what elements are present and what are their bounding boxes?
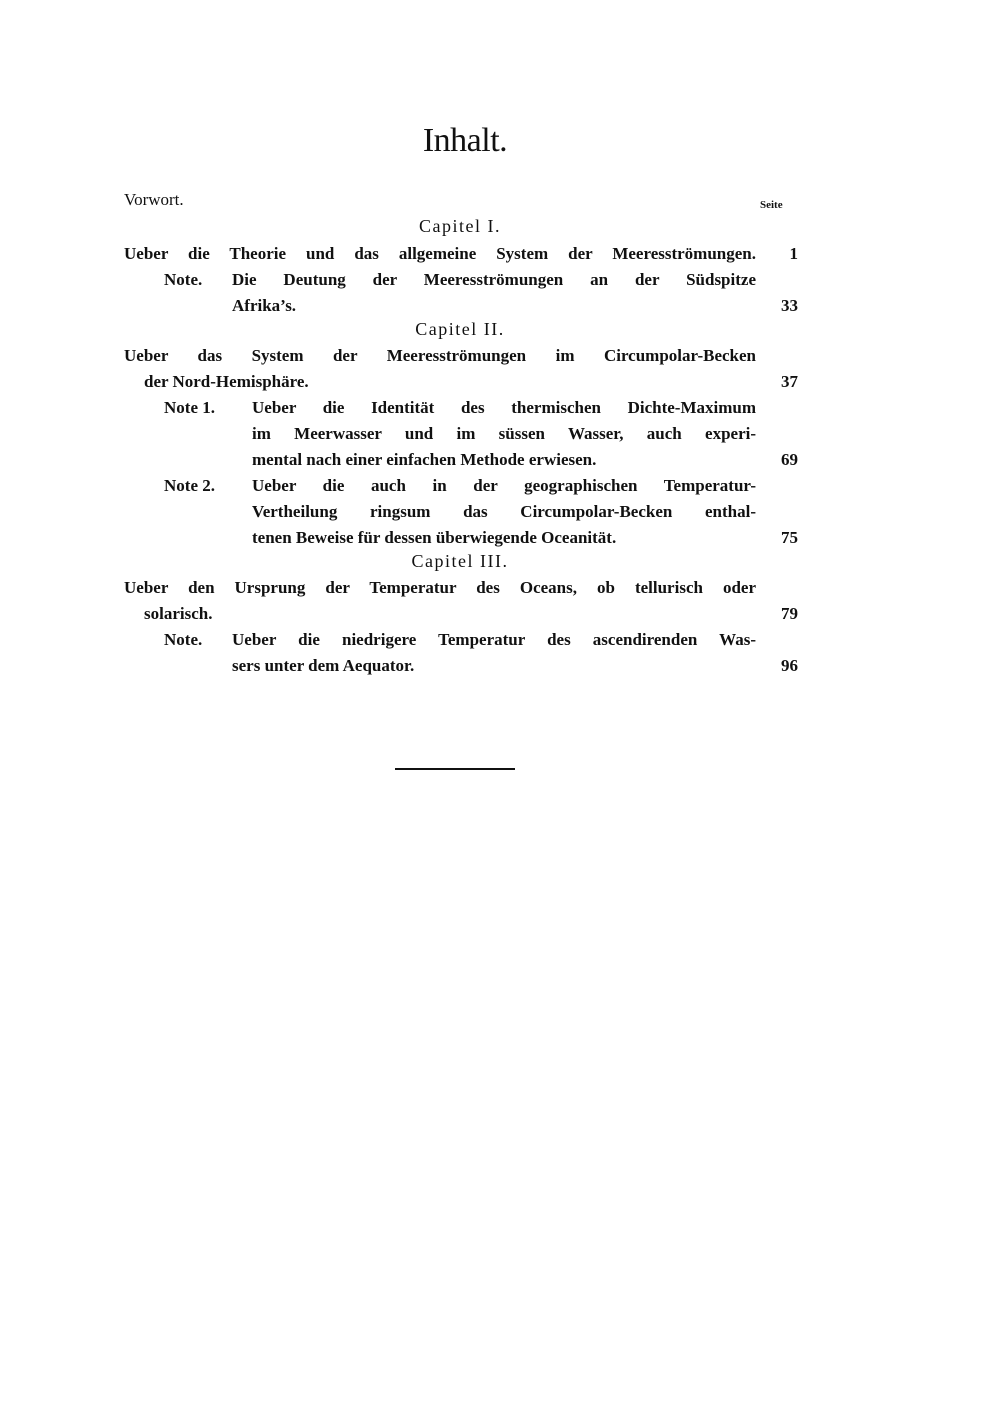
note-label: Note.: [164, 630, 203, 649]
page-number: 96: [781, 656, 798, 675]
page-number: 33: [781, 296, 798, 315]
note-line: im Meerwasser und im süssen Wasser, auch experi-: [252, 424, 756, 443]
page-title: Inhalt.: [422, 122, 508, 159]
page-number: 37: [781, 372, 798, 391]
note-label: Note.: [164, 270, 203, 289]
section-end-rule: [395, 768, 515, 770]
toc-entry-line: Ueber die Theorie und das allgemeine System der Meeresströmungen.: [124, 244, 756, 263]
note-label: Note 1.: [164, 398, 215, 417]
note-line: Afrika’s.: [232, 296, 297, 315]
toc-entry-line: Ueber das System der Meeresströmungen im Circumpolar-Becken: [124, 346, 756, 365]
note-line: Die Deutung der Meeresströmungen an der Südspitze: [232, 270, 756, 289]
page-number: 79: [781, 604, 798, 623]
chapter-heading-3: Capitel III.: [411, 551, 509, 571]
note-line: sers unter dem Aequator.: [232, 656, 415, 675]
note-line: Ueber die auch in der geographischen Temperatur-: [252, 476, 756, 495]
toc-entry-vorwort: Vorwort.: [124, 190, 184, 209]
toc-entry-line: Ueber den Ursprung der Temperatur des Oceans, ob tellurisch oder: [124, 578, 756, 597]
note-line: Ueber die Identität des thermischen Dichte-Maximum: [252, 398, 756, 417]
page-number: 75: [781, 528, 798, 547]
toc-entry-line: der Nord-Hemisphäre.: [144, 372, 309, 391]
chapter-heading-1: Capitel I.: [419, 216, 501, 236]
page-number: 1: [789, 244, 798, 263]
note-line: Ueber die niedrigere Temperatur des ascendirenden Was-: [232, 630, 756, 649]
seite-column-label: Seite: [760, 199, 783, 211]
chapter-heading-2: Capitel II.: [415, 319, 505, 339]
toc-entry-line: solarisch.: [144, 604, 213, 623]
note-line: Vertheilung ringsum das Circumpolar-Becken enthal-: [252, 502, 756, 521]
note-label: Note 2.: [164, 476, 215, 495]
note-line: tenen Beweise für dessen überwiegende Oceanität.: [252, 528, 617, 547]
page-number: 69: [781, 450, 798, 469]
note-line: mental nach einer einfachen Methode erwiesen.: [252, 450, 597, 469]
